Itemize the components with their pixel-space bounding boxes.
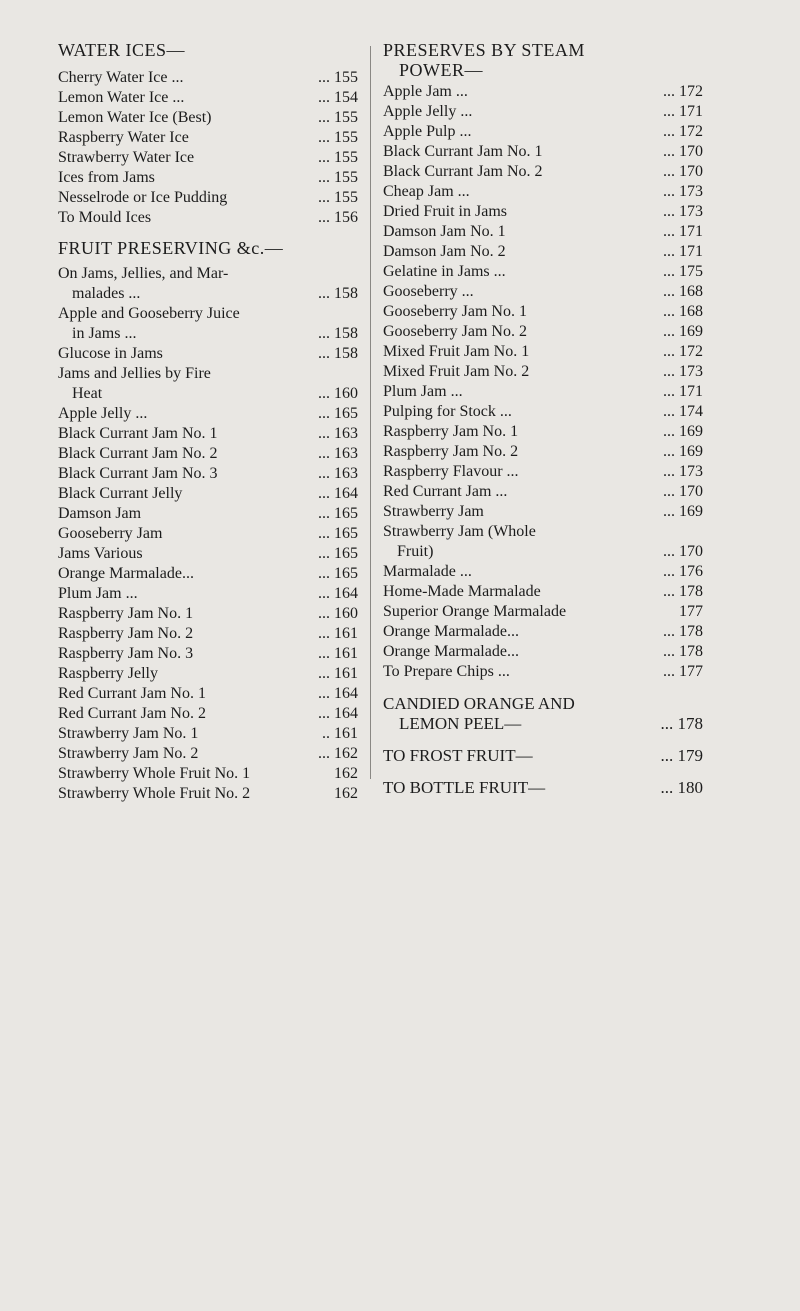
entry-label: To Prepare Chips ... [383, 663, 510, 680]
entry-label: Lemon Water Ice (Best) [58, 109, 212, 126]
index-entry [58, 784, 358, 804]
entry-page-number: ... 160 [318, 605, 358, 622]
index-entry [58, 68, 358, 88]
entry-page-number: ... 164 [318, 685, 358, 702]
index-entry [58, 344, 358, 364]
index-entry [58, 304, 358, 324]
index-entry [383, 462, 703, 482]
water-ices-list [58, 68, 358, 228]
entry-label: Marmalade ... [383, 563, 472, 580]
entry-label: Jams Various [58, 545, 143, 562]
index-entry [383, 302, 703, 322]
entry-page-number: ... 169 [663, 443, 703, 460]
index-entry [58, 624, 358, 644]
entry-page-number: ... 178 [663, 583, 703, 600]
index-entry [58, 584, 358, 604]
entry-page-number: ... 175 [663, 263, 703, 280]
index-entry [58, 384, 358, 404]
index-entry [58, 724, 358, 744]
entry-page-number: ... 161 [318, 625, 358, 642]
entry-label: Pulping for Stock ... [383, 403, 512, 420]
entry-label: Jams and Jellies by Fire [58, 365, 211, 382]
entry-label: Gooseberry Jam [58, 525, 163, 542]
entry-page-number: ... 176 [663, 563, 703, 580]
entry-label: Dried Fruit in Jams [383, 203, 507, 220]
entry-page-number: ... 165 [318, 525, 358, 542]
entry-label: Raspberry Water Ice [58, 129, 189, 146]
entry-page-number: ... 178 [663, 623, 703, 640]
entry-label: On Jams, Jellies, and Mar- [58, 265, 229, 282]
index-entry [383, 422, 703, 442]
entry-page-number: ... 170 [663, 143, 703, 160]
entry-label: Red Currant Jam No. 1 [58, 685, 206, 702]
entry-label: Glucose in Jams [58, 345, 163, 362]
index-entry [58, 604, 358, 624]
entry-label: Red Currant Jam ... [383, 483, 508, 500]
entry-page-number: ... 174 [663, 403, 703, 420]
bottle-fruit-page: ... 180 [660, 778, 703, 797]
entry-label: Black Currant Jam No. 2 [58, 445, 218, 462]
entry-label: Nesselrode or Ice Pudding [58, 189, 228, 206]
index-entry [58, 524, 358, 544]
entry-label: Gooseberry Jam No. 1 [383, 303, 527, 320]
fruit-preserving-list [58, 264, 358, 804]
entry-page-number: ... 161 [318, 665, 358, 682]
entry-label: Orange Marmalade... [383, 623, 519, 640]
index-entry [58, 188, 358, 208]
index-entry [58, 208, 358, 228]
entry-label: Apple Pulp ... [383, 123, 472, 140]
entry-label: Raspberry Jam No. 3 [58, 645, 194, 662]
index-entry [58, 444, 358, 464]
index-entry [383, 82, 703, 102]
index-entry [383, 502, 703, 522]
index-entry [383, 382, 703, 402]
index-entry [58, 424, 358, 444]
entry-page-number: ... 165 [318, 505, 358, 522]
index-entry [383, 222, 703, 242]
entry-page-number: ... 173 [663, 363, 703, 380]
candied-peel-entry [383, 694, 703, 734]
entry-page-number: ... 163 [318, 445, 358, 462]
entry-page-number: ... 165 [318, 405, 358, 422]
index-entry [58, 664, 358, 684]
index-entry [58, 148, 358, 168]
entry-page-number: ... 170 [663, 163, 703, 180]
candied-peel-label-1: CANDIED ORANGE AND [383, 694, 575, 713]
entry-label: Red Currant Jam No. 2 [58, 705, 206, 722]
entry-page-number: 177 [679, 603, 703, 620]
index-entry [383, 482, 703, 502]
index-entry [383, 402, 703, 422]
entry-label: Black Currant Jelly [58, 485, 183, 502]
index-entry [383, 322, 703, 342]
index-entry [58, 544, 358, 564]
entry-page-number: ... 162 [318, 745, 358, 762]
entry-label: Lemon Water Ice ... [58, 89, 185, 106]
entry-label: Apple Jelly ... [58, 405, 148, 422]
preserves-heading-cont: POWER— [399, 60, 483, 80]
entry-label: Gooseberry Jam No. 2 [383, 323, 527, 340]
index-entry [383, 162, 703, 182]
entry-page-number: ... 155 [318, 129, 358, 146]
index-entry [58, 744, 358, 764]
index-entry [383, 622, 703, 642]
candied-peel-page: ... 178 [660, 714, 703, 733]
index-entry [383, 642, 703, 662]
entry-page-number: ... 161 [318, 645, 358, 662]
preserves-heading: PRESERVES BY STEAM [383, 40, 585, 60]
entry-label: Black Currant Jam No. 3 [58, 465, 218, 482]
index-entry [58, 108, 358, 128]
entry-label: Damson Jam No. 2 [383, 243, 506, 260]
index-entry [383, 662, 703, 682]
entry-label: Raspberry Jam No. 1 [383, 423, 519, 440]
entry-label: Mixed Fruit Jam No. 2 [383, 363, 530, 380]
index-entry [383, 202, 703, 222]
entry-label: Ices from Jams [58, 169, 155, 186]
entry-label: Apple Jelly ... [383, 103, 473, 120]
water-ices-heading: WATER ICES— [58, 40, 185, 60]
index-entry [383, 122, 703, 142]
entry-page-number: ... 171 [663, 383, 703, 400]
entry-label: Apple Jam ... [383, 83, 468, 100]
entry-page-number: ... 178 [663, 643, 703, 660]
entry-page-number: ... 172 [663, 343, 703, 360]
entry-page-number: ... 170 [663, 543, 703, 560]
index-entry [58, 764, 358, 784]
index-entry [58, 284, 358, 304]
entry-page-number: ... 164 [318, 485, 358, 502]
index-entry [58, 324, 358, 344]
entry-page-number: 162 [334, 785, 358, 802]
index-entry [383, 342, 703, 362]
entry-label: Mixed Fruit Jam No. 1 [383, 343, 530, 360]
entry-page-number: ... 155 [318, 189, 358, 206]
index-entry [383, 182, 703, 202]
entry-label: Fruit) [397, 543, 434, 560]
entry-label: Strawberry Whole Fruit No. 2 [58, 785, 251, 802]
entry-label: Black Currant Jam No. 1 [58, 425, 218, 442]
left-column [58, 40, 358, 804]
candied-peel-label-2: LEMON PEEL— [399, 714, 522, 733]
index-entry [58, 684, 358, 704]
entry-label: Raspberry Jelly [58, 665, 158, 682]
entry-label: in Jams ... [72, 325, 137, 342]
entry-page-number: ... 173 [663, 183, 703, 200]
entry-label: Strawberry Jam No. 1 [58, 725, 199, 742]
index-entry [383, 242, 703, 262]
entry-label: Damson Jam No. 1 [383, 223, 506, 240]
index-entry [58, 644, 358, 664]
entry-page-number: ... 160 [318, 385, 358, 402]
frost-fruit-page: ... 179 [660, 746, 703, 765]
entry-page-number: ... 173 [663, 463, 703, 480]
entry-page-number: ... 158 [318, 345, 358, 362]
entry-label: Black Currant Jam No. 2 [383, 163, 543, 180]
entry-page-number: ... 172 [663, 83, 703, 100]
entry-label: Cheap Jam ... [383, 183, 470, 200]
index-entry [383, 142, 703, 162]
fruit-preserving-heading: FRUIT PRESERVING &c.— [58, 238, 284, 258]
entry-page-number: ... 155 [318, 109, 358, 126]
entry-page-number: ... 169 [663, 423, 703, 440]
entry-page-number: ... 170 [663, 483, 703, 500]
entry-page-number: ... 165 [318, 545, 358, 562]
entry-label: To Mould Ices [58, 209, 152, 226]
entry-label: Raspberry Jam No. 2 [58, 625, 194, 642]
index-entry [58, 464, 358, 484]
entry-label: Strawberry Whole Fruit No. 1 [58, 765, 251, 782]
entry-page-number: ... 171 [663, 103, 703, 120]
entry-page-number: ... 158 [318, 325, 358, 342]
entry-label: Raspberry Jam No. 1 [58, 605, 194, 622]
index-entry [58, 364, 358, 384]
column-divider [370, 46, 371, 779]
index-entry [383, 582, 703, 602]
entry-label: Plum Jam ... [383, 383, 463, 400]
entry-label: Raspberry Flavour ... [383, 463, 519, 480]
index-entry [58, 264, 358, 284]
index-entry [58, 128, 358, 148]
entry-page-number: ... 165 [318, 565, 358, 582]
bottle-fruit-label: TO BOTTLE FRUIT— [383, 778, 546, 797]
index-entry [383, 602, 703, 622]
entry-page-number: ... 169 [663, 503, 703, 520]
index-entry [383, 442, 703, 462]
entry-label: Strawberry Jam No. 2 [58, 745, 199, 762]
index-entry [58, 168, 358, 188]
entry-label: Strawberry Jam [383, 503, 484, 520]
entry-label: Plum Jam ... [58, 585, 138, 602]
entry-page-number: ... 155 [318, 149, 358, 166]
entry-page-number: ... 164 [318, 705, 358, 722]
entry-page-number: .. 161 [322, 725, 358, 742]
entry-page-number: ... 168 [663, 303, 703, 320]
entry-page-number: ... 172 [663, 123, 703, 140]
entry-label: Damson Jam [58, 505, 142, 522]
entry-page-number: ... 173 [663, 203, 703, 220]
index-entry [383, 262, 703, 282]
frost-fruit-entry [383, 746, 703, 766]
index-entry [383, 102, 703, 122]
entry-label: Raspberry Jam No. 2 [383, 443, 519, 460]
entry-label: Cherry Water Ice ... [58, 69, 184, 86]
entry-page-number: 162 [334, 765, 358, 782]
index-entry [383, 362, 703, 382]
entry-label: Gelatine in Jams ... [383, 263, 506, 280]
index-entry [383, 282, 703, 302]
entry-label: Gooseberry ... [383, 283, 474, 300]
entry-label: Apple and Gooseberry Juice [58, 305, 240, 322]
right-column [383, 40, 703, 798]
entry-label: Superior Orange Marmalade [383, 603, 567, 620]
entry-label: Orange Marmalade... [383, 643, 519, 660]
entry-page-number: ... 163 [318, 425, 358, 442]
entry-page-number: ... 155 [318, 69, 358, 86]
preserves-list [383, 82, 703, 682]
entry-label: Black Currant Jam No. 1 [383, 143, 543, 160]
entry-page-number: ... 169 [663, 323, 703, 340]
entry-page-number: ... 171 [663, 223, 703, 240]
index-entry [58, 564, 358, 584]
entry-page-number: ... 155 [318, 169, 358, 186]
entry-label: Orange Marmalade... [58, 565, 194, 582]
index-entry [383, 562, 703, 582]
entry-page-number: ... 164 [318, 585, 358, 602]
entry-label: Heat [72, 385, 103, 402]
entry-label: Home-Made Marmalade [383, 583, 541, 600]
entry-label: Strawberry Jam (Whole [383, 523, 536, 540]
entry-page-number: ... 177 [663, 663, 703, 680]
entry-page-number: ... 163 [318, 465, 358, 482]
entry-label: Strawberry Water Ice [58, 149, 195, 166]
index-entry [58, 404, 358, 424]
frost-fruit-label: TO FROST FRUIT— [383, 746, 533, 765]
index-entry [58, 88, 358, 108]
index-entry [58, 484, 358, 504]
index-entry [58, 504, 358, 524]
index-entry [58, 704, 358, 724]
entry-page-number: ... 168 [663, 283, 703, 300]
entry-label: malades ... [72, 285, 141, 302]
entry-page-number: ... 158 [318, 285, 358, 302]
entry-page-number: ... 154 [318, 89, 358, 106]
entry-page-number: ... 171 [663, 243, 703, 260]
index-entry [383, 522, 703, 542]
bottle-fruit-entry [383, 778, 703, 798]
index-entry [383, 542, 703, 562]
entry-page-number: ... 156 [318, 209, 358, 226]
